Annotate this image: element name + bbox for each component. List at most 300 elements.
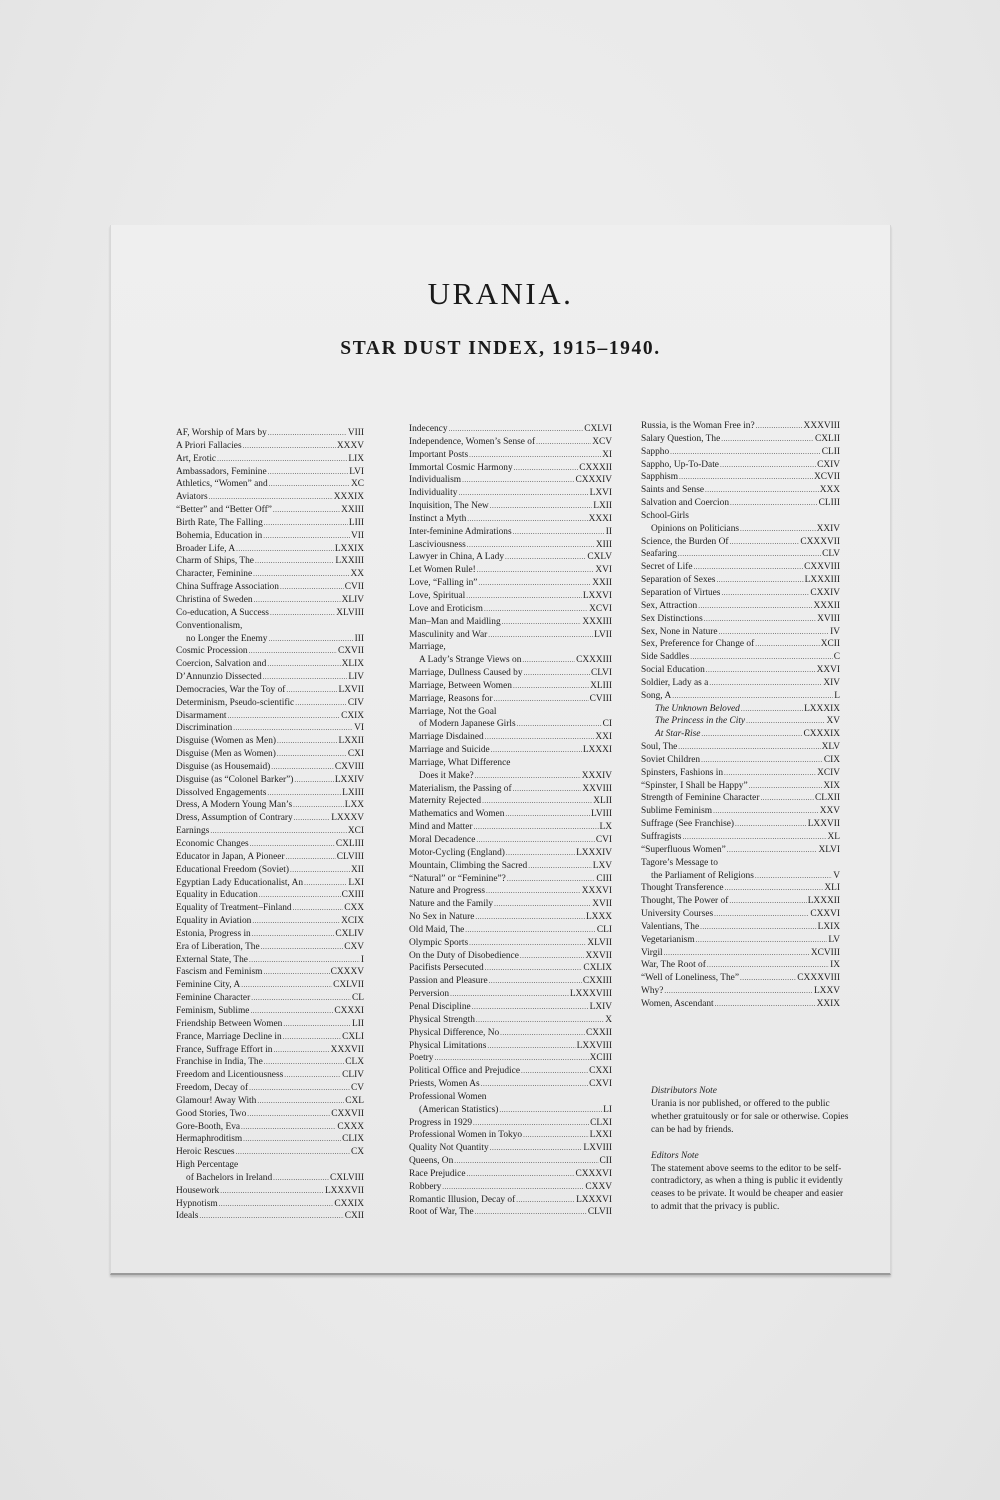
- index-entry: [409, 962, 612, 975]
- dot-leader: [434, 1052, 588, 1065]
- index-term: Valentians, The: [641, 921, 700, 932]
- dot-leader: [250, 1005, 333, 1018]
- index-term: At Star-Rise: [655, 729, 701, 740]
- dot-leader: [469, 449, 601, 462]
- index-entry: [176, 568, 364, 581]
- dot-leader: [520, 950, 585, 963]
- dot-leader: [482, 795, 592, 808]
- dot-leader: [477, 564, 595, 577]
- index-issue-number: LXXIII: [335, 556, 364, 567]
- dot-leader: [481, 1078, 588, 1091]
- index-term: Inter-feminine Admirations: [409, 526, 512, 537]
- index-issue-number: XXXII: [813, 600, 840, 611]
- index-issue-number: CIII: [596, 873, 612, 884]
- index-term: Song, A: [641, 690, 672, 701]
- index-issue-number: XLVI: [818, 844, 840, 855]
- index-entry: [409, 564, 612, 577]
- index-term: Hermaphroditism: [176, 1134, 243, 1145]
- index-entry: [176, 710, 364, 723]
- index-term: France, Suffrage Effort in: [176, 1044, 273, 1055]
- dot-leader: [678, 548, 821, 561]
- index-issue-number: XXI: [595, 732, 612, 743]
- index-term: Old Maid, The: [409, 924, 465, 935]
- index-issue-number: XXXVII: [330, 1044, 364, 1055]
- index-issue-number: XII: [350, 864, 364, 875]
- index-issue-number: LXVI: [589, 488, 612, 499]
- index-entry: [409, 1052, 612, 1065]
- dot-leader: [700, 921, 816, 934]
- index-term: No Sex in Nature: [409, 912, 475, 923]
- index-entry: [641, 574, 840, 587]
- index-issue-number: XXII: [592, 578, 612, 589]
- index-issue-number: XXXVI: [581, 886, 612, 897]
- index-issue-number: XCIX: [341, 916, 364, 927]
- dot-leader: [704, 613, 816, 626]
- dot-leader: [678, 741, 820, 754]
- dot-leader: [210, 825, 347, 838]
- index-issue-number: XXXIV: [581, 770, 612, 781]
- dot-leader: [284, 1069, 341, 1082]
- dot-leader: [263, 966, 329, 979]
- index-term: Secret of Life: [641, 562, 693, 573]
- dot-leader: [249, 954, 360, 967]
- index-term: “Spinster, I Shall be Happy”: [641, 780, 748, 791]
- index-term: Thought, The Power of: [641, 896, 729, 907]
- dot-leader: [475, 911, 585, 924]
- dot-leader: [442, 1181, 584, 1194]
- index-entry: [641, 767, 840, 780]
- index-issue-number: CXXXI: [334, 1005, 364, 1016]
- index-issue-number: LXXI: [589, 1130, 612, 1141]
- index-term: Suffrage (See Franchise): [641, 819, 735, 830]
- index-issue-number: XXXVIII: [803, 421, 840, 431]
- index-issue-number: CXXIX: [334, 1198, 364, 1209]
- index-entry: [176, 607, 364, 620]
- dot-leader: [252, 928, 335, 941]
- index-issue-number: XC: [350, 479, 364, 490]
- index-entry: [176, 543, 364, 556]
- index-issue-number: XLV: [821, 742, 840, 753]
- index-term: Mind and Matter: [409, 822, 473, 833]
- index-issue-number: LI: [603, 1104, 612, 1115]
- dot-leader: [268, 466, 349, 479]
- index-term: Progress in 1929: [409, 1117, 473, 1128]
- index-issue-number: CIX: [823, 754, 840, 765]
- dot-leader: [243, 1133, 341, 1146]
- index-term: Love, Spiritual: [409, 590, 466, 601]
- dot-leader: [694, 561, 804, 574]
- dot-leader: [715, 998, 816, 1011]
- dot-leader: [450, 988, 569, 1001]
- dot-leader: [261, 941, 344, 954]
- index-issue-number: XCVIII: [810, 947, 840, 958]
- index-column-2: [409, 423, 612, 1219]
- index-term: External State, The: [176, 954, 248, 965]
- index-entry: [409, 1001, 612, 1014]
- dot-leader: [286, 684, 337, 697]
- dot-leader: [713, 805, 819, 818]
- editors-note-body: The statement above seems to the editor to be self-contradictory, as when a thing is public it evidently ceases to be private. It would be cheaper and easier to admit that the privacy is public.: [651, 1163, 844, 1213]
- index-entry: [176, 466, 364, 479]
- dot-leader: [241, 1121, 336, 1134]
- dot-leader: [670, 446, 821, 459]
- index-term: France, Marriage Decline in: [176, 1031, 282, 1042]
- index-term: Christina of Sweden: [176, 594, 253, 605]
- index-issue-number: LVIII: [590, 809, 612, 820]
- index-term: Individualism: [409, 475, 462, 486]
- dot-leader: [294, 812, 331, 825]
- index-term: Passion and Pleasure: [409, 976, 488, 987]
- index-term: Physical Difference, No: [409, 1027, 500, 1038]
- index-term: High Percentage: [176, 1160, 239, 1171]
- index-entry: [641, 536, 840, 549]
- dot-leader: [490, 1142, 583, 1155]
- dot-leader: [760, 792, 814, 805]
- index-issue-number: CXVII: [337, 646, 364, 657]
- index-entry: [409, 641, 612, 654]
- index-entry: [176, 1082, 364, 1095]
- index-issue-number: XXXIX: [333, 492, 364, 503]
- index-term: Soviet Children: [641, 754, 701, 765]
- index-term: Character, Feminine: [176, 569, 253, 580]
- dot-leader: [727, 844, 818, 857]
- index-entry: [176, 902, 364, 915]
- dot-leader: [251, 992, 351, 1005]
- index-issue-number: CXXXIII: [576, 655, 612, 666]
- index-entry: [176, 928, 364, 941]
- index-issue-number: LXIX: [817, 921, 840, 932]
- index-term: Ambassadors, Feminine: [176, 466, 267, 477]
- index-entry: [409, 808, 612, 821]
- index-term: Marriage, Reasons for: [409, 693, 493, 704]
- index-term: Feminine Character: [176, 993, 251, 1004]
- index-entry: [409, 1040, 612, 1053]
- index-issue-number: XLVIII: [336, 607, 364, 618]
- index-term: Sex, Preference for Change of: [641, 639, 755, 650]
- index-term: A Priori Fallacies: [176, 440, 242, 451]
- index-term: Cosmic Procession: [176, 646, 248, 657]
- index-term: On the Duty of Disobedience: [409, 950, 519, 961]
- index-term: Soldier, Lady as a: [641, 677, 709, 688]
- index-term: Equality in Education: [176, 890, 258, 901]
- dot-leader: [524, 667, 590, 680]
- index-entry: [409, 436, 612, 449]
- dot-leader: [458, 487, 588, 500]
- index-entry: [641, 934, 840, 947]
- index-entry: [176, 877, 364, 890]
- index-term: Democracies, War the Toy of: [176, 684, 286, 695]
- index-issue-number: CLXII: [815, 793, 840, 804]
- index-issue-number: XIII: [595, 539, 612, 550]
- index-term: Salary Question, The: [641, 433, 721, 444]
- dot-leader: [701, 754, 823, 767]
- index-issue-number: XLIX: [341, 659, 364, 670]
- index-issue-number: CXLII: [815, 433, 840, 444]
- index-entry: [176, 838, 364, 851]
- index-term: Coercion, Salvation and: [176, 659, 267, 670]
- index-entry: [641, 921, 840, 934]
- index-issue-number: CXLIV: [335, 928, 364, 939]
- index-issue-number: XXVI: [816, 665, 840, 676]
- index-term: Science, the Burden Of: [641, 536, 729, 547]
- index-term: Gore-Booth, Eva: [176, 1121, 241, 1132]
- index-term: Seafaring: [641, 549, 677, 560]
- index-term: Professional Women in Tokyo: [409, 1130, 523, 1141]
- dot-leader: [449, 423, 584, 436]
- index-issue-number: IX: [830, 960, 840, 971]
- dot-leader: [740, 523, 816, 536]
- dot-leader: [454, 1155, 598, 1168]
- notes-block: [651, 1085, 851, 1227]
- index-term: Quality Not Quantity: [409, 1143, 489, 1154]
- index-entry: [409, 513, 612, 526]
- index-term: Queens, On: [409, 1156, 454, 1167]
- index-entry: [176, 748, 364, 761]
- dot-leader: [755, 870, 832, 883]
- dot-leader: [466, 1168, 574, 1181]
- index-issue-number: CXL: [345, 1095, 364, 1106]
- index-entry: [176, 864, 364, 877]
- index-entry: [409, 423, 612, 436]
- dot-leader: [263, 530, 350, 543]
- index-issue-number: CXXVI: [810, 909, 840, 920]
- index-entry: [176, 966, 364, 979]
- index-entry: [641, 433, 840, 446]
- index-entry: [409, 1091, 612, 1104]
- index-term: Equality in Aviation: [176, 916, 252, 927]
- poster-sheet: [110, 225, 891, 1275]
- index-term: Feminism, Sublime: [176, 1005, 250, 1016]
- index-term: Lawyer in China, A Lady: [409, 552, 505, 563]
- index-issue-number: CXLI: [342, 1031, 364, 1042]
- dot-leader: [696, 934, 828, 947]
- index-entry: [409, 1065, 612, 1078]
- index-issue-number: XXXIII: [582, 616, 612, 627]
- index-issue-number: LXVIII: [583, 1143, 612, 1154]
- index-term: Thought Transference: [641, 883, 724, 894]
- index-issue-number: CXLVIII: [329, 1172, 364, 1183]
- index-entry: [409, 462, 612, 475]
- index-term: Maternity Rejected: [409, 796, 482, 807]
- index-entry: [176, 504, 364, 517]
- dot-leader: [304, 877, 347, 890]
- distributors-note-body: Urania is nor published, or offered to the public whether gratuitously or for sale or otherwise. Copies can be had by friends.: [651, 1098, 849, 1135]
- index-entry: [176, 478, 364, 491]
- dot-leader: [269, 633, 354, 646]
- index-entry: [409, 500, 612, 513]
- index-term: Nature and Progress: [409, 886, 486, 897]
- index-issue-number: LXXV: [813, 986, 840, 997]
- index-issue-number: XXV: [819, 806, 840, 817]
- index-issue-number: CVII: [344, 582, 364, 593]
- index-entry: [641, 805, 840, 818]
- dot-leader: [273, 1172, 329, 1185]
- index-entry: [409, 474, 612, 487]
- index-issue-number: CXLV: [587, 552, 612, 563]
- dot-leader: [233, 722, 353, 735]
- index-term: Educator in Japan, A Pioneer: [176, 851, 285, 862]
- index-term: Strength of Feminine Character: [641, 793, 760, 804]
- index-entry: [176, 1108, 364, 1121]
- dot-leader: [485, 962, 583, 975]
- index-term: Mathematics and Women: [409, 809, 505, 820]
- index-entry: [176, 1121, 364, 1134]
- dot-leader: [513, 783, 582, 796]
- index-entry: [409, 590, 612, 603]
- index-term: Motor-Cycling (England): [409, 847, 505, 858]
- dot-leader: [513, 526, 605, 539]
- index-term: Separation of Sexes: [641, 575, 716, 586]
- index-entry: [641, 715, 840, 728]
- index-entry: [409, 693, 612, 706]
- index-entry: [409, 1142, 612, 1155]
- index-entry: [409, 1194, 612, 1207]
- index-issue-number: CXXII: [585, 1027, 612, 1038]
- index-term: Pacifists Persecuted: [409, 963, 484, 974]
- dot-leader: [513, 680, 589, 693]
- index-issue-number: CLIV: [342, 1070, 364, 1081]
- index-term: Immortal Cosmic Harmony: [409, 462, 513, 473]
- index-issue-number: LX: [599, 822, 612, 833]
- index-term: Tagore’s Message to: [641, 857, 718, 868]
- index-entry: [409, 1168, 612, 1181]
- dot-leader: [729, 895, 806, 908]
- index-term: Physical Limitations: [409, 1040, 487, 1051]
- index-term: of Bachelors in Ireland: [186, 1172, 273, 1183]
- dot-leader: [293, 799, 344, 812]
- dot-leader: [494, 898, 591, 911]
- index-issue-number: XXXV: [336, 440, 364, 451]
- index-issue-number: CXXX: [337, 1121, 364, 1132]
- index-entry: [641, 613, 840, 626]
- index-entry: [641, 638, 840, 651]
- index-column-1: [176, 427, 364, 1223]
- index-term: Dissolved Engagements: [176, 787, 267, 798]
- index-issue-number: LXXXVII: [324, 1185, 364, 1196]
- dot-leader: [247, 1108, 330, 1121]
- index-entry: [176, 1133, 364, 1146]
- index-entry: [409, 873, 612, 886]
- index-term: Important Posts: [409, 449, 469, 460]
- index-term: Dress, Assumption of Contrary: [176, 813, 293, 824]
- index-entry: [176, 735, 364, 748]
- index-entry: [409, 860, 612, 873]
- index-issue-number: XXIII: [341, 505, 364, 516]
- dot-leader: [199, 1210, 343, 1223]
- index-issue-number: LXXXV: [331, 813, 364, 824]
- index-entry: [176, 440, 364, 453]
- index-issue-number: LIII: [348, 517, 364, 528]
- index-entry: [641, 446, 840, 459]
- index-entry: [641, 831, 840, 844]
- index-term: Spinsters, Fashions in: [641, 767, 724, 778]
- dot-leader: [725, 882, 824, 895]
- index-entry: [409, 911, 612, 924]
- index-term: Inquisition, The New: [409, 501, 489, 512]
- index-entry: [641, 908, 840, 921]
- index-entry: [409, 706, 612, 719]
- dot-leader: [268, 427, 347, 440]
- dot-leader: [462, 474, 574, 487]
- index-term: “Better” and “Better Off”: [176, 505, 272, 516]
- index-issue-number: LXXIV: [334, 774, 364, 785]
- index-entry: [641, 626, 840, 639]
- index-issue-number: LXXII: [338, 736, 364, 747]
- dot-leader: [243, 440, 336, 453]
- index-issue-number: I: [360, 954, 364, 965]
- index-entry: [409, 1129, 612, 1142]
- dot-leader: [720, 459, 816, 472]
- index-issue-number: CXXI: [589, 1066, 612, 1077]
- index-issue-number: CXIX: [341, 710, 364, 721]
- index-entry: [409, 680, 612, 693]
- dot-leader: [252, 915, 340, 928]
- index-term: no Longer the Enemy: [186, 633, 268, 644]
- index-entry: [641, 947, 840, 960]
- index-issue-number: CXXV: [585, 1181, 612, 1192]
- index-issue-number: XVI: [595, 565, 612, 576]
- index-term: Soul, The: [641, 742, 678, 753]
- index-entry: [641, 523, 840, 536]
- index-term: The Unknown Beloved: [655, 703, 740, 714]
- index-issue-number: III: [354, 633, 364, 644]
- index-entry: [176, 992, 364, 1005]
- index-issue-number: CLI: [596, 924, 612, 935]
- index-issue-number: LXXXIII: [804, 575, 840, 586]
- index-entry: [176, 979, 364, 992]
- index-entry: [409, 616, 612, 629]
- index-term: Heroic Rescues: [176, 1147, 235, 1158]
- index-term: Sapphism: [641, 472, 678, 483]
- index-term: Poetry: [409, 1053, 434, 1064]
- index-term: Nature and the Family: [409, 899, 494, 910]
- index-entry: [176, 1159, 364, 1172]
- index-term: Lasciviousness: [409, 539, 466, 550]
- index-entry: [176, 530, 364, 543]
- index-issue-number: LXXXVIII: [569, 989, 612, 1000]
- index-entry: [409, 667, 612, 680]
- index-term: Disguise (as “Colonel Barker”): [176, 774, 294, 785]
- index-entry: [409, 821, 612, 834]
- index-term: Sublime Feminism: [641, 806, 713, 817]
- index-entry: [641, 497, 840, 510]
- index-term: “Well of Loneliness, The”: [641, 973, 739, 984]
- dot-leader: [484, 603, 588, 616]
- index-term: Broader Life, A: [176, 543, 236, 554]
- index-issue-number: LXXXII: [807, 896, 840, 907]
- poster-title: URANIA.: [427, 276, 574, 311]
- index-term: Priests, Women As: [409, 1079, 480, 1090]
- index-term: Era of Liberation, The: [176, 941, 260, 952]
- index-term: Opinions on Politicians: [651, 523, 740, 534]
- index-issue-number: CXXXIV: [575, 475, 612, 486]
- index-entry: [176, 684, 364, 697]
- index-term: Aviators: [176, 492, 208, 503]
- index-term: D’Annunzio Dissected: [176, 672, 262, 683]
- index-entry: [176, 812, 364, 825]
- dot-leader: [721, 587, 809, 600]
- index-issue-number: LXXVI: [582, 590, 612, 601]
- index-issue-number: IV: [830, 626, 840, 637]
- index-issue-number: CX: [350, 1147, 364, 1158]
- index-issue-number: CLV: [822, 549, 840, 560]
- index-term: (American Statistics): [419, 1104, 499, 1115]
- index-entry: [641, 972, 840, 985]
- dot-leader: [716, 574, 803, 587]
- index-entry: [176, 1018, 364, 1031]
- index-issue-number: CII: [599, 1156, 612, 1167]
- dot-leader: [255, 555, 334, 568]
